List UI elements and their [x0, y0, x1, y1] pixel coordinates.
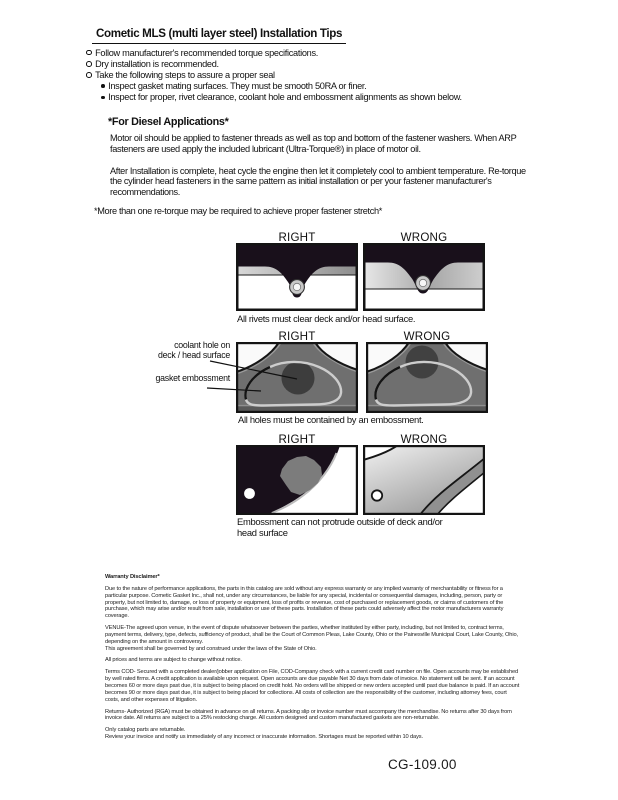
bullet-text: Inspect gasket mating surfaces. They must be smooth 50RA or finer. — [108, 81, 367, 92]
disclaimer-paragraph: Review your invoice and notify us immediately of any incorrect or inaccurate information. Shortages must be reported within 10 days. — [105, 734, 423, 741]
bullet-text: Follow manufacturer's recommended torque specifications. — [95, 47, 319, 58]
disclaimer-paragraph: This agreement shall be governed by and construed under the laws of the State of Ohio. — [105, 645, 317, 652]
fig2-caption: All holes must be contained by an embossment. — [238, 414, 424, 425]
list-item — [86, 58, 462, 69]
disclaimer-paragraph: Terms COD- Secured with a completed dealer/jobber application on File, COD-Company check with a current credit card number on file. Open accounts may be established by well rated firms. A credit application is available upon request. Open accounts are due payable Net 30 days from date of invoice. No statement will be sent. If an account becomes 60 or more days past due, it is subject to being placed on credit hold. No orders will be shipped or new orders accepted until past due balance is paid. If an account becomes 90 or more days past due, it is subject to being placed for collections. All costs of collection are the responsibility of the customer, including attorney fees, court costs, and other expenses of litigation. — [105, 669, 520, 703]
disclaimer-paragraph: All prices and terms are subject to change without notice. — [105, 657, 242, 664]
fig1-wrong-label: WRONG — [400, 230, 448, 244]
list-item — [86, 69, 462, 80]
filled-bullet-icon — [101, 96, 105, 100]
fig1-right-label: RIGHT — [278, 230, 316, 244]
fig3-caption: Embossment can not protrude outside of deck and/or head surface — [237, 516, 443, 538]
fig2-wrong-label: WRONG — [403, 329, 451, 343]
fig1-wrong-diagram — [363, 243, 485, 311]
callout-leader-lines — [203, 352, 303, 397]
page-title: Cometic MLS (multi layer steel) Installation Tips — [92, 27, 346, 44]
fig2-right-label: RIGHT — [278, 329, 316, 343]
bullet-text: Dry installation is recommended. — [95, 58, 219, 69]
diesel-paragraph-2: After Installation is complete, heat cycle the engine then let it completely cool to ambient temperature. Re-torque the cylinder head fasteners in the same pattern as initial installation or per your fastener manufacturer's recommendations. — [110, 165, 526, 197]
page-code: CG-109.00 — [388, 757, 457, 772]
bullet-text: Inspect for proper, rivet clearance, coolant hole and embossment alignments as shown below. — [108, 92, 462, 103]
diesel-heading: *For Diesel Applications* — [108, 116, 229, 128]
fig1-caption: All rivets must clear deck and/or head surface. — [237, 313, 416, 324]
fig2-wrong-diagram — [366, 342, 488, 413]
open-bullet-icon — [86, 72, 92, 78]
fig3-wrong-diagram — [363, 445, 485, 515]
filled-bullet-icon — [101, 84, 105, 88]
retorque-note: *More than one re-torque may be required to achieve proper fastener stretch* — [94, 206, 382, 216]
callout-gasket-embossment: gasket embossment — [155, 373, 230, 383]
disclaimer-paragraph: VENUE-The agreed upon venue, in the event of dispute whatsoever between the parties, whether instituted by either party, including, but not limited to, contract terms, payment terms, delivery, type, defects, sufficiency of product, shall be the Court of Common Pleas, Lake County, Ohio or the Painesville Municipal Court, Lake County, Ohio, depending on the amount in controversy. — [105, 625, 518, 645]
disclaimer-paragraph: Returns- Authorized (RGA) must be obtained in advance on all returns. A packing slip or invoice number must accompany the merchandise. No returns after 30 days from invoice date. All returns are subject to a 25% restocking charge. All custom designed and custom manufactured gaskets are non-returnable. — [105, 708, 512, 722]
fig1-right-diagram — [236, 243, 358, 311]
diesel-paragraph-1: Motor oil should be applied to fastener threads as well as top and bottom of the fastener washers. When ARP fasteners are used apply the included lubricant (Ultra-Torque®) in place of motor oil. — [110, 133, 517, 154]
callout-line: coolant hole on — [174, 340, 230, 350]
disclaimer-heading: Warranty Disclaimer* — [105, 574, 160, 580]
fig3-wrong-label: WRONG — [400, 432, 448, 446]
open-bullet-icon — [86, 50, 92, 56]
fig3-right-label: RIGHT — [278, 432, 316, 446]
disclaimer-paragraph: Only catalog parts are returnable. — [105, 727, 186, 734]
fig3-right-diagram — [236, 445, 358, 515]
list-item — [101, 92, 462, 103]
bullet-text: Take the following steps to assure a proper seal — [95, 69, 275, 80]
disclaimer-paragraph: Due to the nature of performance applications, the parts in this catalog are sold without any express warranty or any implied warranty of merchantability or fitness for a particular purpose. Cometic Gasket Inc., shall not, under any circumstances, be liable for any special, incidental or consequential damages, including, person, party or property, but not limited to, damage, or loss of property or equipment, loss of profits or revenue, cost of purchased or replacement goods, or claims of customers of the purchase, which may arise and/or result from sale, installation or use of these parts. Installation of these parts could adversely affect the motor manufacturers warranty coverage. — [105, 585, 504, 620]
open-bullet-icon — [86, 61, 92, 67]
list-item — [101, 81, 462, 92]
installation-tips-list — [86, 47, 462, 103]
list-item — [86, 47, 462, 58]
callout-line: deck / head surface — [157, 350, 230, 360]
warranty-disclaimer — [105, 574, 521, 746]
